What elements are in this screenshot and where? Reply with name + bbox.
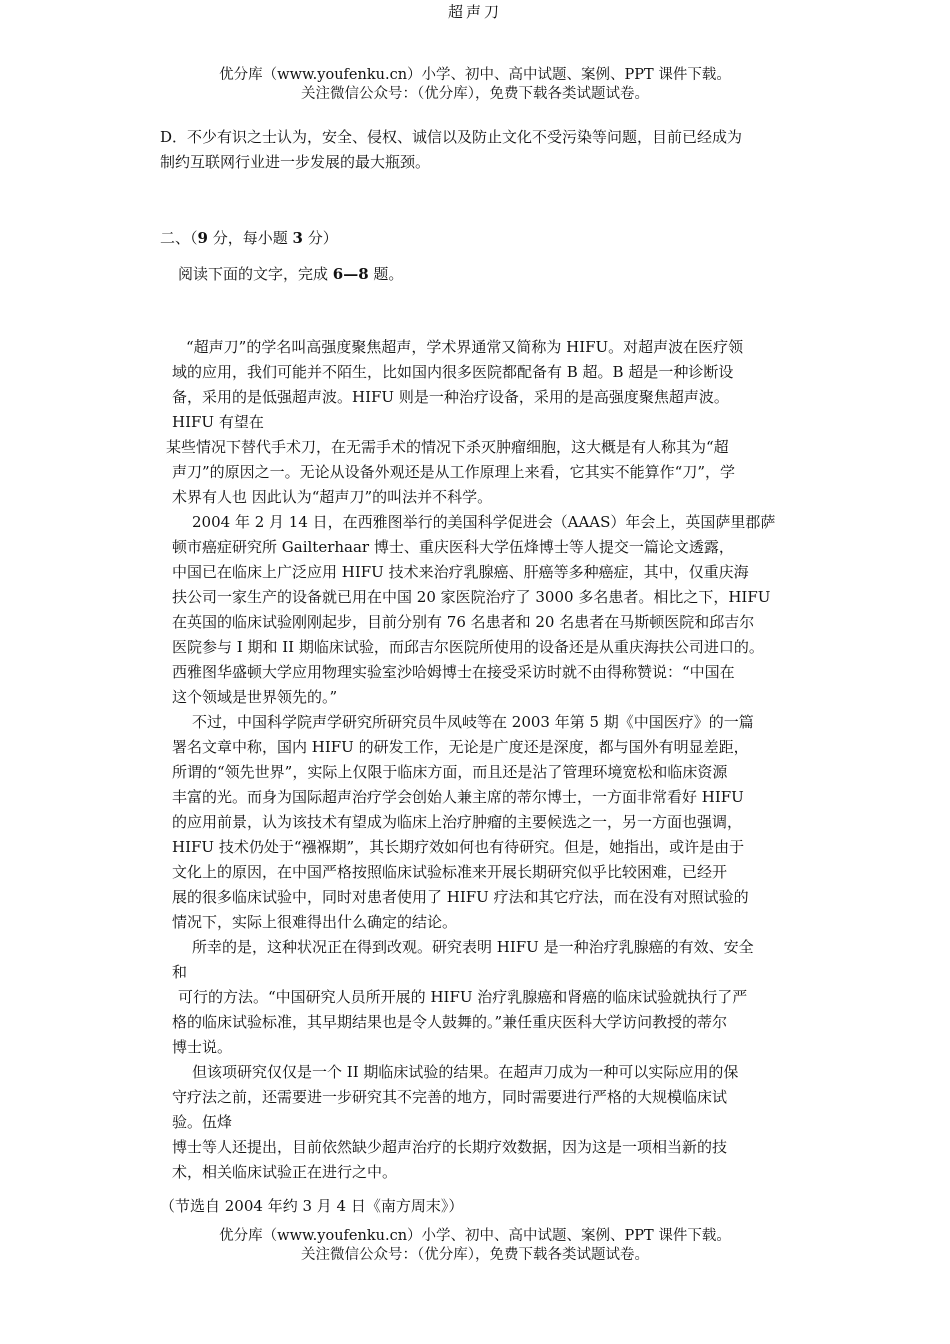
article-body: [166, 335, 776, 1185]
article-line: 扶公司一家生产的设备就已用在中国 20 家医院治疗了 3000 多名患者。相比之下，HIFU: [172, 588, 771, 606]
article-line: 可行的方法。“中国研究人员所开展的 HIFU 治疗乳腺癌和肾癌的临床试验就执行了严: [178, 988, 748, 1006]
article-line: HIFU 有望在: [172, 413, 264, 431]
article-line: 的应用前景，认为该技术有望成为临床上治疗肿瘤的主要候选之一，另一方面也强调，: [172, 813, 743, 831]
header-line-2: 关注微信公众号：（优分库），免费下载各类试题试卷。: [301, 86, 649, 102]
article-line: 所谓的“领先世界”，实际上仅限于临床方面，而且还是沾了管理环境宽松和临床资源: [172, 763, 728, 781]
article-line: 某些情况下替代手术刀，在无需手术的情况下杀灭肿瘤细胞，这大概是有人称其为“超: [166, 438, 729, 456]
article-line: 中国已在临床上广泛应用 HIFU 技术来治疗乳腺癌、肝癌等多种癌症，其中，仅重庆海: [172, 563, 749, 581]
article-line: 验。伍烽: [172, 1113, 233, 1131]
header-line-1: 优分库（www.youfenku.cn）小学、初中、高中试题、案例、PPT 课件下载。: [219, 67, 731, 83]
article-line: 不过，中国科学院声学研究所研究员牛凤岐等在 2003 年第 5 期《中国医疗》的一篇: [192, 713, 754, 731]
article-line: 域的应用，我们可能并不陌生，比如国内很多医院都配备有 B 超。B 超是一种诊断设: [172, 363, 734, 381]
article-line: 在英国的临床试验刚刚起步，目前分别有 76 名患者和 20 名患者在马斯顿医院和邱吉尔: [172, 613, 755, 631]
article-line: 格的临床试验标准，其早期结果也是令人鼓舞的。”兼任重庆医科大学访问教授的蒂尔: [172, 1013, 728, 1031]
article-line: 西雅图华盛顿大学应用物理实验室沙哈姆博士在接受采访时就不由得称赞说：“中国在: [172, 663, 735, 681]
article-line: 博士说。: [172, 1038, 233, 1056]
article-line: 但该项研究仅仅是一个 II 期临床试验的结果。在超声刀成为一种可以实际应用的保: [192, 1063, 739, 1081]
section-per-question: 3: [292, 229, 303, 247]
page-header: [0, 66, 950, 104]
article-line: 术，相关临床试验正在进行之中。: [172, 1163, 398, 1181]
footer-line-1: 优分库（www.youfenku.cn）小学、初中、高中试题、案例、PPT 课件下载。: [219, 1228, 731, 1244]
article-source: （节选自 2004 年约 3 月 4 日《南方周末》）: [160, 1197, 464, 1215]
article-title: 超声刀: [447, 3, 502, 21]
section-score: 9: [197, 229, 208, 247]
page-footer: [0, 1227, 950, 1265]
article-line: 情况下，实际上很难得出什么确定的结论。: [172, 913, 458, 931]
option-d: [160, 125, 742, 175]
article-line: 和: [172, 963, 188, 981]
article-line: 署名文章中称，国内 HIFU 的研发工作，无论是广度还是深度，都与国外有明显差距，: [172, 738, 749, 756]
article-line: 文化上的原因，在中国严格按照临床试验标准来开展长期研究似乎比较困难，已经开: [172, 863, 728, 881]
article-line: 丰富的光。而身为国际超声治疗学会创始人兼主席的蒂尔博士，一方面非常看好 HIFU: [172, 788, 744, 806]
question-range: 6—8: [332, 265, 369, 283]
article-line: 博士等人还提出，目前依然缺少超声治疗的长期疗效数据，因为这是一项相当新的技: [172, 1138, 728, 1156]
footer-line-2: 关注微信公众号：（优分库），免费下载各类试题试卷。: [301, 1247, 649, 1263]
article-line: 展的很多临床试验中，同时对患者使用了 HIFU 疗法和其它疗法，而在没有对照试验的: [172, 888, 749, 906]
reading-instruction: [178, 262, 403, 287]
instruction-prefix: 阅读下面的文字，完成: [178, 265, 333, 283]
section-heading: [160, 226, 338, 251]
instruction-suffix: 题。: [368, 265, 404, 283]
section-prefix: 二、（: [160, 229, 198, 247]
option-d-line: D．不少有识之士认为，安全、侵权、诚信以及防止文化不受污染等问题，目前已经成为: [160, 128, 743, 146]
option-d-line: 制约互联网行业进一步发展的最大瓶颈。: [160, 153, 431, 171]
article-line: 顿市癌症研究所 Gailterhaar 博士、重庆医科大学伍烽博士等人提交一篇论文透露，: [172, 538, 734, 556]
article-line: 备，采用的是低强超声波。HIFU 则是一种治疗设备，采用的是高强度聚焦超声波。: [172, 388, 729, 406]
article-line: 守疗法之前，还需要进一步研究其不完善的地方，同时需要进行严格的大规模临床试: [172, 1088, 728, 1106]
article-line: “超声刀”的学名叫高强度聚焦超声，学术界通常又简称为 HIFU。对超声波在医疗领: [186, 338, 744, 356]
article-line: 这个领域是世界领先的。”: [172, 688, 338, 706]
section-mid: 分，每小题: [207, 229, 293, 247]
article-line: 术界有人也 因此认为“超声刀”的叫法并不科学。: [172, 488, 493, 506]
article-line: 医院参与 I 期和 II 期临床试验，而邱吉尔医院所使用的设备还是从重庆海扶公司进口的。: [172, 638, 764, 656]
article-line: 声刀”的原因之一。无论从设备外观还是从工作原理上来看，它其实不能算作“刀”，学: [172, 463, 736, 481]
section-suffix: 分）: [302, 229, 338, 247]
article-line: 2004 年 2 月 14 日，在西雅图举行的美国科学促进会（AAAS）年会上，英国萨里郡萨: [192, 513, 776, 531]
article-line: HIFU 技术仍处于“襁褓期”，其长期疗效如何也有待研究。但是，她指出，或许是由于: [172, 838, 745, 856]
article-line: 所幸的是，这种状况正在得到改观。研究表明 HIFU 是一种治疗乳腺癌的有效、安全: [192, 938, 754, 956]
